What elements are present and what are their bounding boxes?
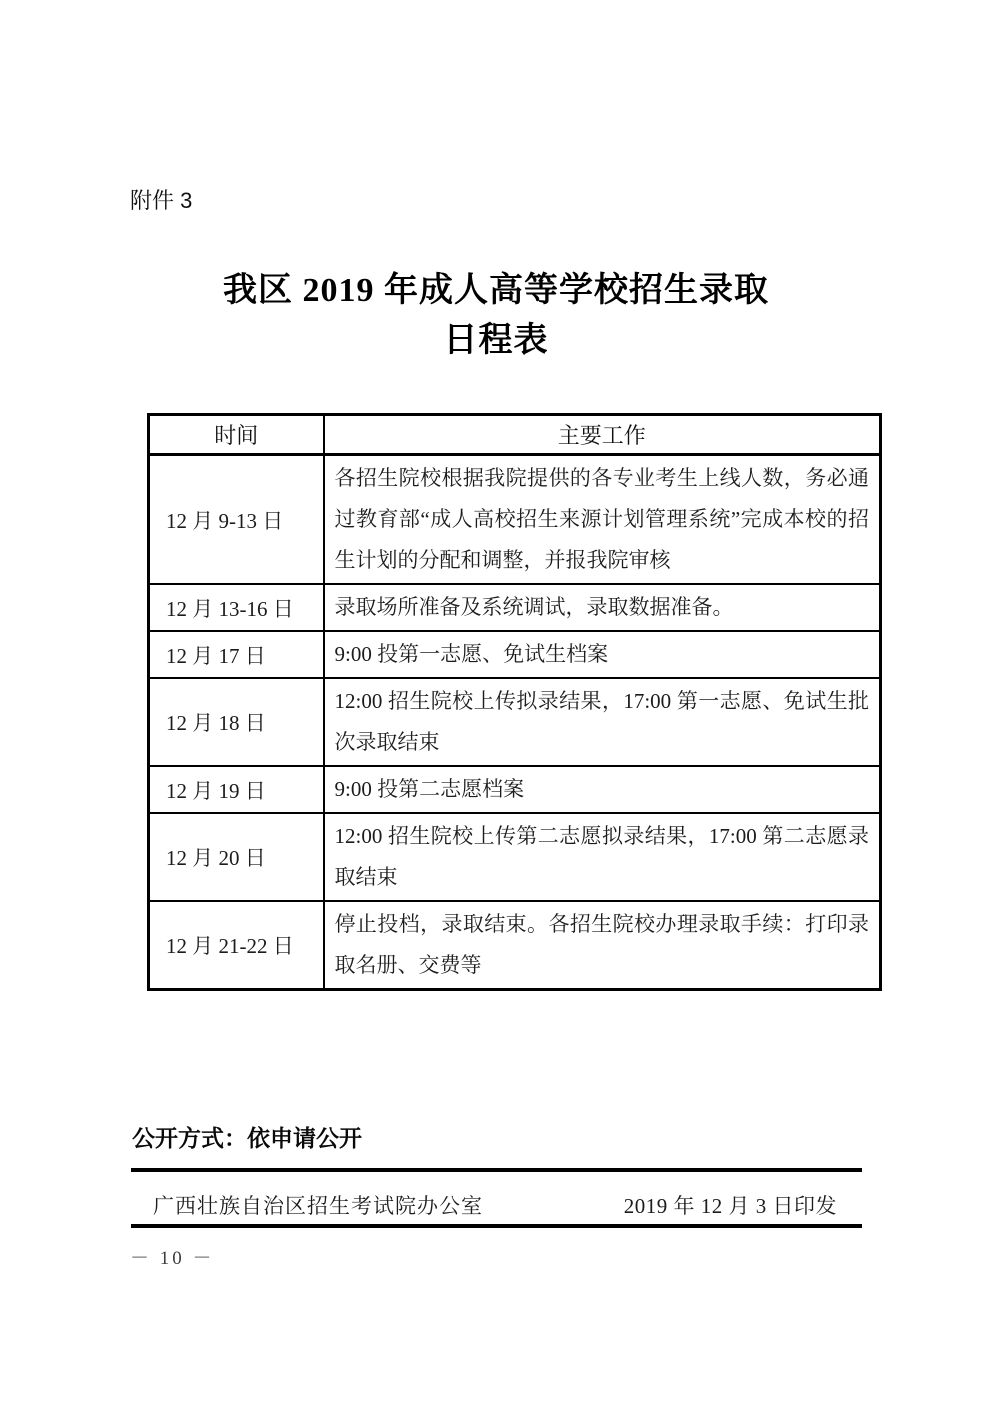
- time-cell: 12 月 18 日: [149, 678, 324, 766]
- time-cell: 12 月 19 日: [149, 766, 324, 813]
- time-cell: 12 月 13-16 日: [149, 584, 324, 631]
- column-header-time: 时间: [149, 415, 324, 455]
- work-cell: 停止投档，录取结束。各招生院校办理录取手续：打印录取名册、交费等: [324, 901, 881, 990]
- work-cell: 9:00 投第二志愿档案: [324, 766, 881, 813]
- work-cell: 12:00 招生院校上传拟录结果，17:00 第一志愿、免试生批次录取结束: [324, 678, 881, 766]
- table-row: [149, 901, 881, 990]
- page-title-line2: 日程表: [443, 322, 549, 359]
- footer-rule-top: [131, 1168, 862, 1172]
- table-row: [149, 455, 881, 585]
- attachment-label: 附件 3: [130, 188, 193, 213]
- page-title: [0, 266, 992, 366]
- table-row: [149, 813, 881, 901]
- time-cell: 12 月 9-13 日: [149, 455, 324, 585]
- header-row: [149, 415, 881, 455]
- issuing-office: 广西壮族自治区招生考试院办公室: [153, 1194, 483, 1218]
- time-cell: 12 月 21-22 日: [149, 901, 324, 990]
- disclosure-method-label: 公开方式：依申请公开: [132, 1125, 362, 1151]
- work-cell: 录取场所准备及系统调试，录取数据准备。: [324, 584, 881, 631]
- work-cell: 9:00 投第一志愿、免试生档案: [324, 631, 881, 678]
- issue-date: 2019 年 12 月 3 日印发: [623, 1194, 837, 1218]
- time-cell: 12 月 20 日: [149, 813, 324, 901]
- schedule-table-header: [149, 415, 881, 455]
- imprint-row: [131, 1190, 862, 1220]
- work-cell: 12:00 招生院校上传第二志愿拟录结果，17:00 第二志愿录取结束: [324, 813, 881, 901]
- table-row: [149, 631, 881, 678]
- column-header-work: 主要工作: [324, 415, 881, 455]
- work-cell: 各招生院校根据我院提供的各专业考生上线人数，务必通过教育部“成人高校招生来源计划管理系统”完成本校的招生计划的分配和调整，并报我院审核: [324, 455, 881, 585]
- table-row: [149, 584, 881, 631]
- schedule-table: [147, 413, 882, 991]
- page-number: － 10 －: [130, 1248, 215, 1269]
- schedule-table-body: [149, 455, 881, 990]
- table-row: [149, 766, 881, 813]
- time-cell: 12 月 17 日: [149, 631, 324, 678]
- page-title-line1: 我区 2019 年成人高等学校招生录取: [223, 272, 769, 309]
- table-row: [149, 678, 881, 766]
- footer-rule-bottom: [131, 1224, 862, 1228]
